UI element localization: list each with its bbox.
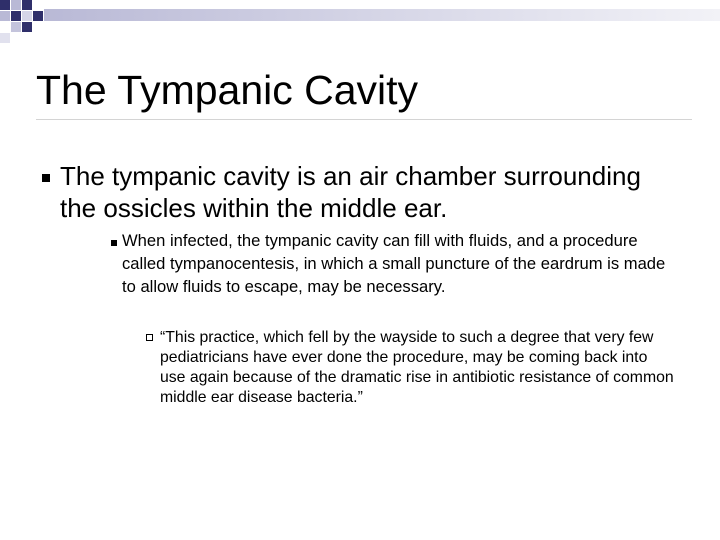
deco-square xyxy=(0,11,10,21)
deco-square xyxy=(22,11,32,21)
deco-square xyxy=(11,22,21,32)
bullet-hollow-square-icon xyxy=(146,334,153,341)
deco-square xyxy=(11,11,21,21)
deco-square xyxy=(33,11,43,21)
deco-square xyxy=(0,0,10,10)
bullet-square-icon xyxy=(111,240,117,246)
slide-title: The Tympanic Cavity xyxy=(36,67,419,113)
deco-square xyxy=(0,33,10,43)
decorative-header-pattern xyxy=(0,0,720,60)
deco-square xyxy=(22,22,32,32)
bullet-level2-text: When infected, the tympanic cavity can fill with fluids, and a procedure called tympanocentesis, in which a small puncture of the eardrum is made to allow fluids to escape, may be necessary. xyxy=(122,231,666,296)
bullet-level1-text: The tympanic cavity is an air chamber surrounding the ossicles within the middle ear. xyxy=(60,161,641,223)
deco-square xyxy=(22,0,32,10)
title-divider xyxy=(36,119,692,120)
deco-square xyxy=(11,0,21,10)
header-gradient-bar xyxy=(44,9,720,21)
bullet-level3-text: “This practice, which fell by the wayside to such a degree that very few pediatricians have ever done the procedure, may be coming back into use again because of the dramatic rise in antibiotic resistance of common middle ear disease bacteria.” xyxy=(160,329,674,406)
bullet-square-icon xyxy=(42,174,50,182)
